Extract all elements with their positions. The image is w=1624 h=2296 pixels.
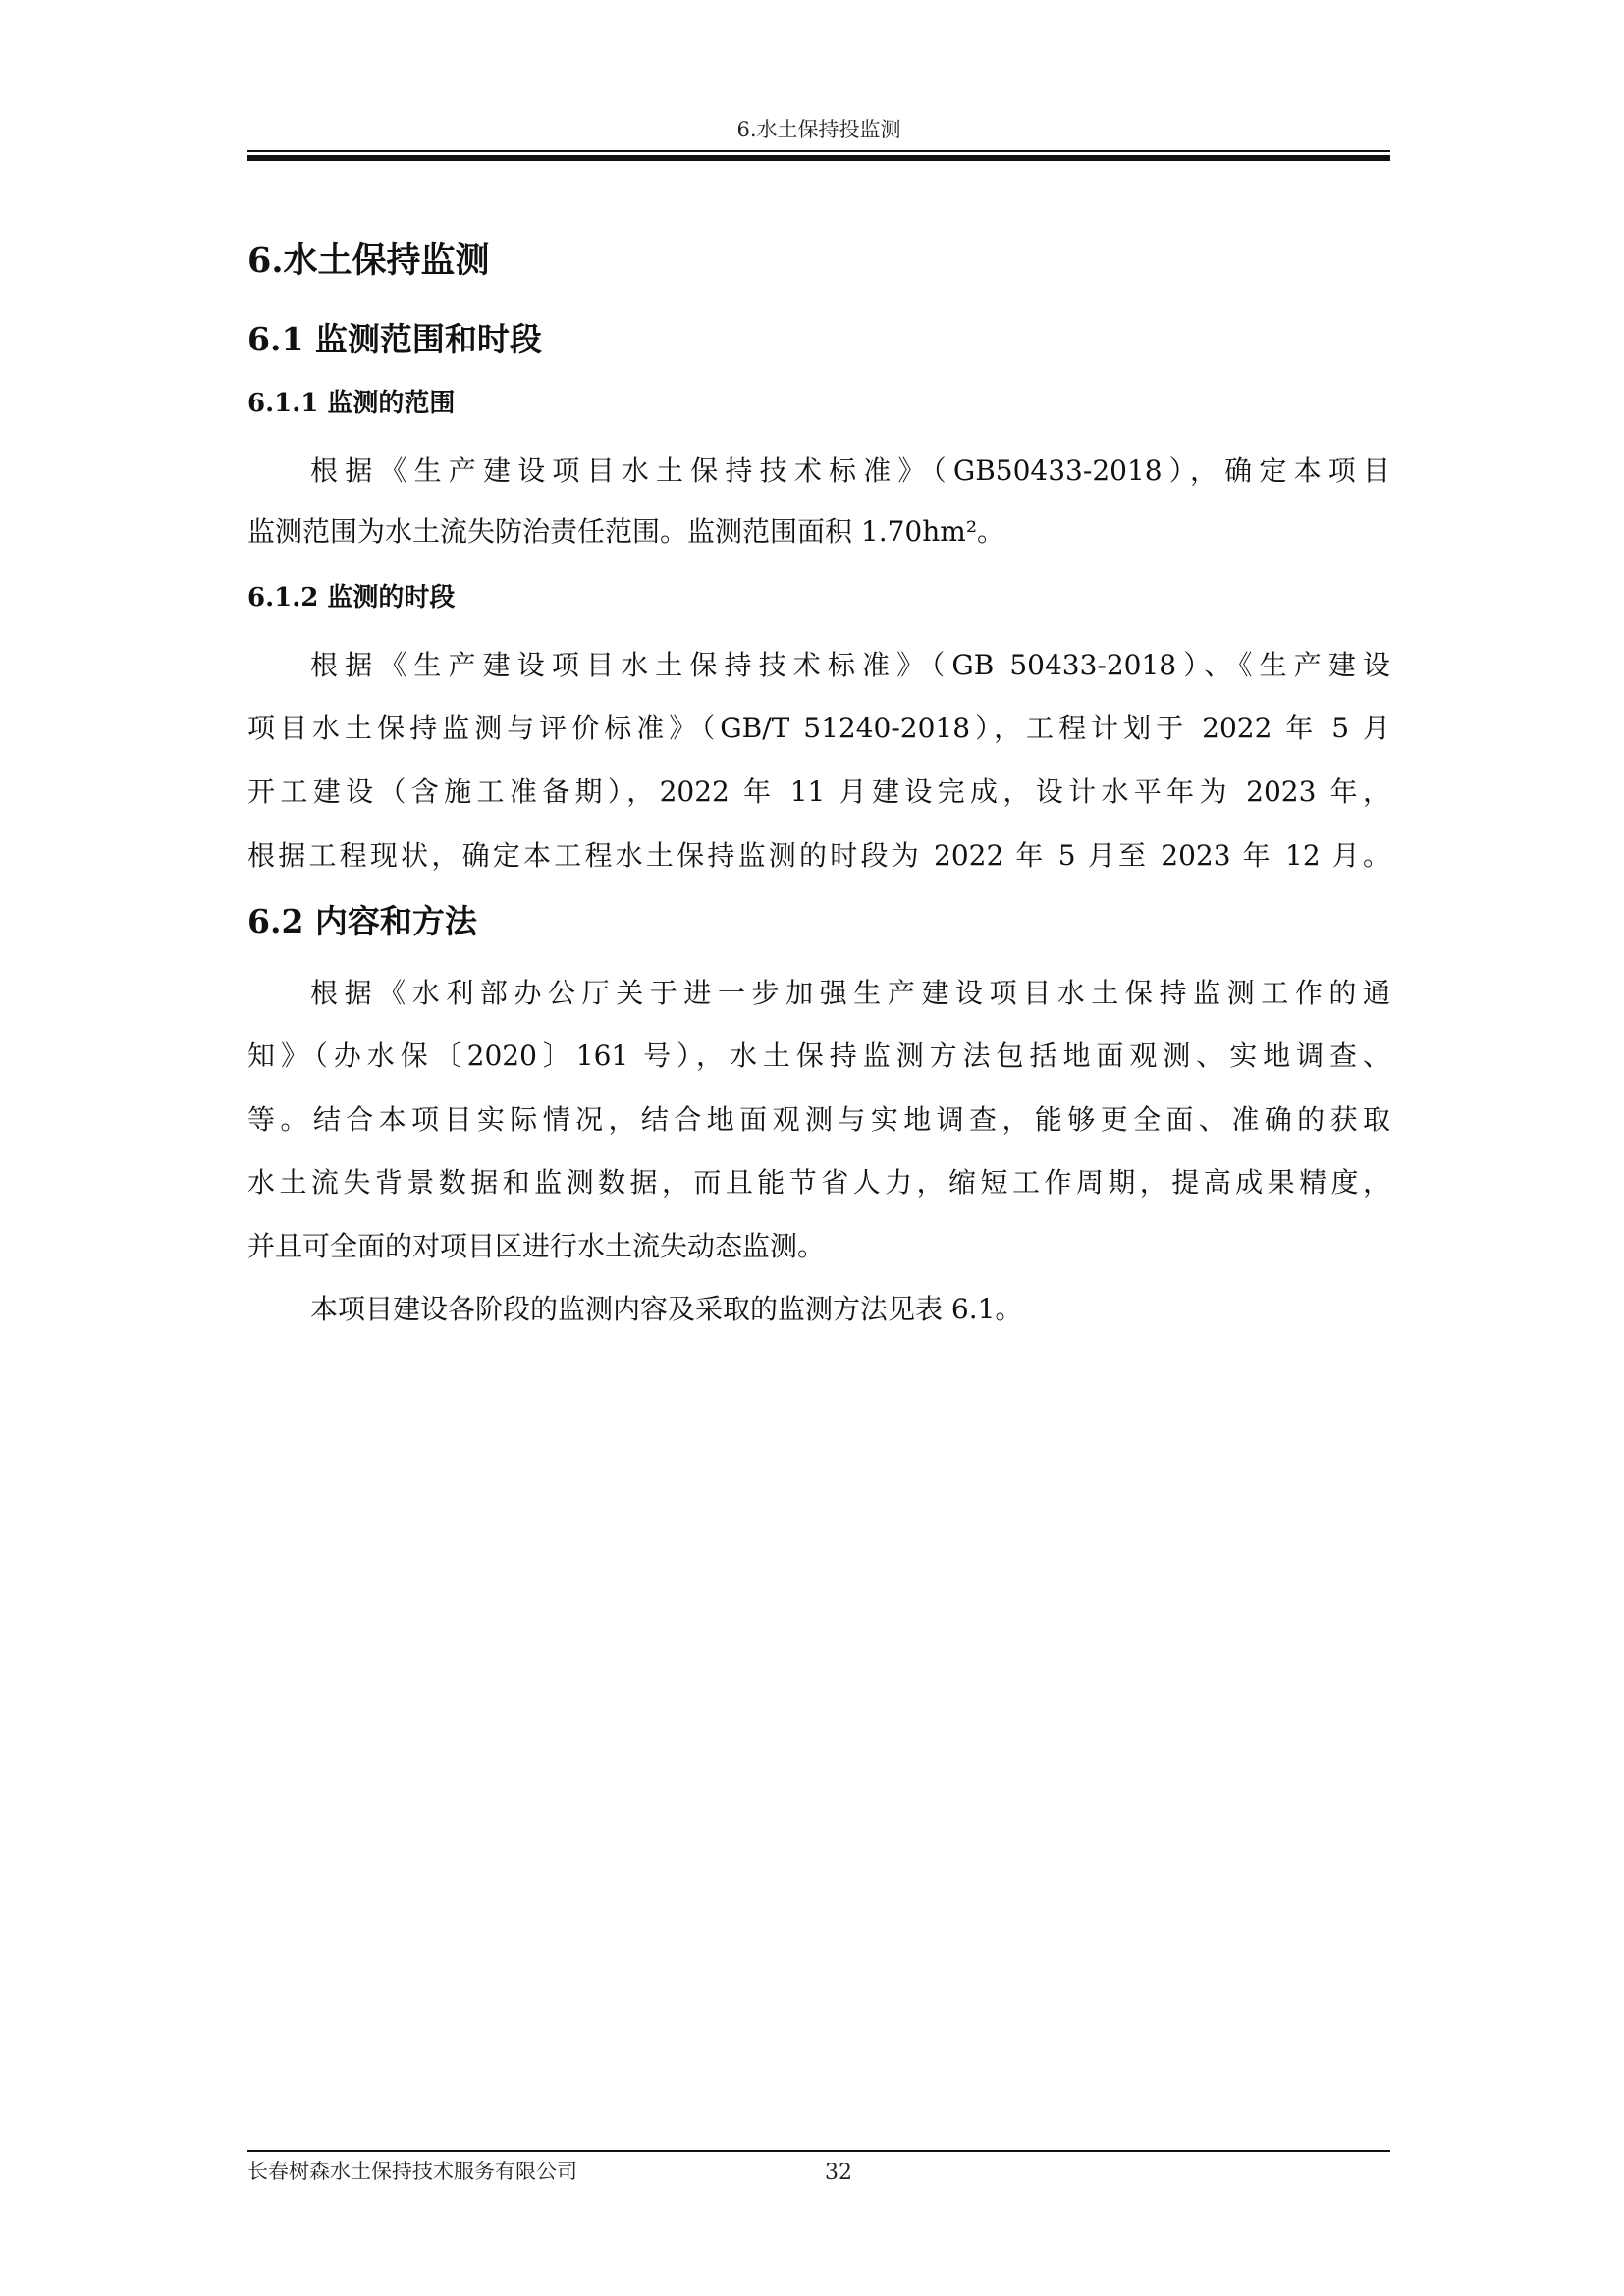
page-number: 32 [825, 2161, 852, 2185]
paragraph-line: 根据工程现状，确定本工程水土保持监测的时段为 2022 年 5 月至 2023 年 12 月。 [247, 839, 1390, 872]
paragraph-line: 项目水土保持监测与评价标准》（GB/T 51240-2018），工程计划于 2022 年 5 月 [247, 712, 1390, 744]
heading-6-1-1: 6.1.1 监测的范围 [247, 389, 456, 418]
paragraph-line: 开工建设（含施工准备期），2022 年 11 月建设完成，设计水平年为 2023 年， [247, 775, 1390, 808]
paragraph-line: 知》（办水保〔2020〕161 号），水土保持监测方法包括地面观测、实地调查、 [247, 1040, 1390, 1072]
heading-6-2: 6.2 内容和方法 [247, 902, 477, 940]
paragraph-line: 并且可全面的对项目区进行水土流失动态监测。 [247, 1230, 826, 1262]
paragraph-line: 水土流失背景数据和监测数据，而且能节省人力，缩短工作周期，提高成果精度， [247, 1166, 1390, 1199]
paragraph-line: 等。结合本项目实际情况，结合地面观测与实地调查，能够更全面、准确的获取 [247, 1103, 1390, 1136]
footer-company: 长春树森水土保持技术服务有限公司 [247, 2160, 577, 2183]
section-title: 6.水土保持监测 [247, 240, 490, 281]
header-rule-thick [247, 155, 1390, 161]
heading-6-1-2: 6.1.2 监测的时段 [247, 583, 456, 613]
running-header: 6.水土保持投监测 [736, 118, 901, 141]
paragraph-line: 监测范围为水土流失防治责任范围。监测范围面积 1.70hm²。 [247, 515, 1005, 548]
paragraph-line: 根据《生产建设项目水土保持技术标准》（GB50433-2018），确定本项目 [310, 454, 1390, 487]
paragraph-line: 本项目建设各阶段的监测内容及采取的监测方法见表 6.1。 [310, 1293, 1023, 1325]
header-rule-thin [247, 150, 1390, 152]
footer-rule [247, 2150, 1390, 2152]
paragraph-line: 根据《生产建设项目水土保持技术标准》（GB 50433-2018）、《生产建设 [310, 649, 1390, 681]
paragraph-line: 根据《水利部办公厅关于进一步加强生产建设项目水土保持监测工作的通 [310, 977, 1390, 1009]
heading-6-1: 6.1 监测范围和时段 [247, 320, 542, 358]
